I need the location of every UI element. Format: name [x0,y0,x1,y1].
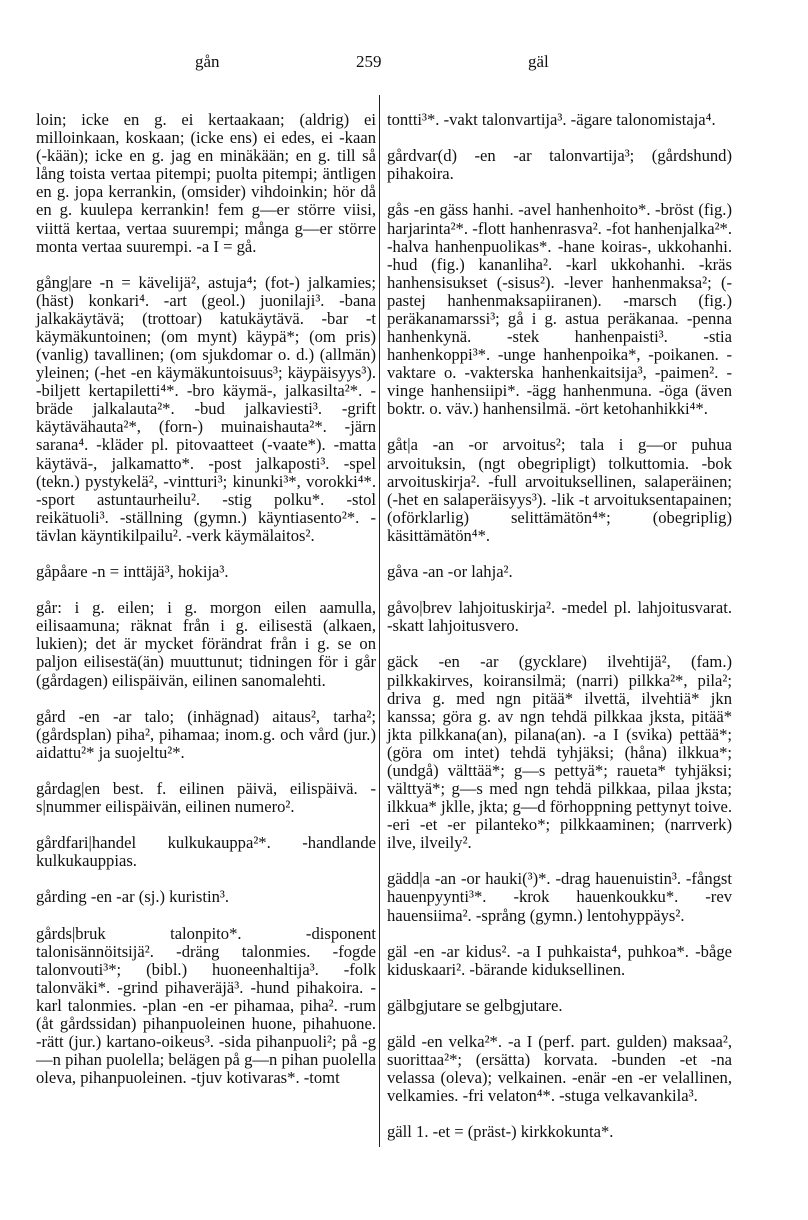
dictionary-entry: gädd|a -an -or hauki(³)*. -drag hauenuistin³. -fångst hauenpyynti³*. -krok hauenkoukku*. -rev hauensiima². -språng (gymn.) lentohyppäys². [387,869,732,925]
dictionary-entry: gårds|bruk talonpito*. -disponent talonisännöitsijä². -dräng talonmies. -fogde talonvouti³*; (bibl.) huoneenhaltija³. -folk talonväki*. -grind pihaveräjä³. -hund pihakoira. -karl talonmies. -plan -en -er pihamaa, piha². -rum (åt gårdssidan) pihanpuoleinen huone, pihahuone. -rätt (jur.) kartano-oikeus³. -sida pihanpuoli²; på -g—n pihan puolella; belägen på g—n pihan puolella oleva, pihanpuoleinen. -tjuv kotivaras*. -tomt [36,923,376,1088]
dictionary-entry: gåva -an -or lahja². [387,562,513,582]
dictionary-entry: gälbgjutare se gelbgjutare. [387,995,563,1015]
column-divider [379,95,380,1147]
dictionary-entry: gäll 1. -et = (präst-) kirkkokunta*. [387,1122,614,1142]
left-column [36,93,376,1105]
right-column [387,93,732,1160]
dictionary-entry: gås -en gäss hanhi. -avel hanhenhoito*. -bröst (fig.) harjarinta²*. -flott hanhenrasva². -fot hanhenjalka²*. -halva hanhenpuolikas*. -hane koiras-, ukkohanhi. -hud (fig.) kananliha². -karl ukkohanhi. -kräs hanhensisukset (-sisus²). -lever hanhenmaksa²; (-pastej hanhenmaksapiiranen). -marsch (fig.) peräkanamarssi³; gå i g. astua peräkanaa. -penna hanhenkynä. -stek hanhenpaisti³. -stia hanhenkoppi³*. -unge hanhenpoika*, -poikanen. -vaktare o. -vakterska hanhenkaitsija³, -paimen². -vinge hanhensiipi*. -ägg hanhenmuna. -öga (även boktr. o. väv.) hanhensilmä. -ört ketohanhikki⁴*. [387,200,732,419]
dictionary-entry: gårding -en -ar (sj.) kuristin³. [36,887,229,907]
dictionary-entry: gång|are -n = kävelijä², astuja⁴; (fot-) jalkamies; (häst) konkari⁴. -art (geol.) juonilaji³. -bana jalkakäytävä; (trottoar) katukäytävä. -bar -t käymäkuntoinen; (om mynt) käypä*; (om pris) (vanlig) tavallinen; (om sjukdomar o. d.) (allmän) yleinen; (-het -en käymäkuntoisuus³; käypäisyys³). -biljett kertapiletti⁴*. -bro käymä-, jalkasilta²*. -bräde jalkalauta²*. -bud jalkaviesti³. -grift käytävähauta²*, (forn-) muinaishauta²*. -järn sarana⁴. -kläder pl. pitovaatteet (-vaate*). -matta käytävä-, jalkamatto*. -post jalkaposti³. -spel (tekn.) pystykelä², -vintturi³; kinunki³*, vorokki⁴*. -sport astuntaurheilu². -stig polku*. -stol reikätuoli³. -ställning (gymn.) käyntiasento²*. -tävlan käyntikilpailu². -verk käymälaitos². [36,272,376,545]
dictionary-entry: tontti³*. -vakt talonvartija³. -ägare talonomistaja⁴. [387,110,716,130]
dictionary-entry: gåvo|brev lahjoituskirja². -medel pl. lahjoitusvarat. -skatt lahjoitusvero. [387,598,732,636]
dictionary-entry: gårdvar(d) -en -ar talonvartija³; (gårdshund) pihakoira. [387,146,732,184]
dictionary-entry: gård -en -ar talo; (inhägnad) aitaus², tarha²; (gårdsplan) piha², pihamaa; inom.g. och vård (jur.) aidattu²* ja suojeltu²*. [36,706,376,762]
dictionary-entry: gåt|a -an -or arvoitus²; tala i g—or puhua arvoituksin, (ngt obegripligt) tolkuttomia. -bok arvoituskirja². -full arvoituksellinen, salaperäinen; (-het en salaperäisyys³). -lik -t arvoituksentapainen; (oförklarlig) selittämätön⁴*; (obegriplig) käsittämätön⁴*. [387,435,732,545]
left-guide-word: gån [195,52,220,71]
page-header [0,52,808,78]
dictionary-entry: gäl -en -ar kidus². -a I puhkaista⁴, puhkoa*. -båge kiduskaari². -bärande kiduksellinen. [387,941,732,979]
dictionary-entry: loin; icke en g. ei kertaakaan; (aldrig) ei milloinkaan, koskaan; (icke ens) ei edes, ei -kaan (-kään); icke en g. jag en minäkään; en g. till så lång toista vertaa pitempi; puolta pitempi; äntligen en g. jopa kerrankin, (omsider) vihdoinkin; hör då en g. kuulepa kerrankin! fem g—er större viisi, viittä kertaa, vertaa suurempi; många g—er större monta vertaa suurempi. -a I = gå. [36,110,376,256]
right-guide-word: gäl [528,52,549,71]
dictionary-entry: gåpåare -n = inttäjä³, hokija³. [36,562,229,582]
dictionary-entry: gårdag|en best. f. eilinen päivä, eilispäivä. -s|nummer eilispäivän, eilinen numero². [36,778,376,817]
dictionary-entry: gäld -en velka²*. -a I (perf. part. gulden) maksaa², suorittaa²*; (ersätta) korvata. -bunden -et -na velassa (oleva); velkainen. -enär -en -er velallinen, velkamies. -fri velaton⁴*. -stuga velkavankila³. [387,1032,732,1106]
dictionary-entry: går: i g. eilen; i g. morgon eilen aamulla, eilisaamuna; räknat från i g. eilisestä (alkaen, lukien); det är mycket förändrat från i g. se on paljon eilisestä(än) muuttunut; tidningen för i går (gårdagen) eilispäivän, eilinen sanomalehti. [36,598,376,690]
dictionary-entry: gårdfari|handel kulkukauppa²*. -handlande kulkukauppias. [36,833,376,871]
page-number: 259 [356,52,382,71]
dictionary-entry: gäck -en -ar (gycklare) ilvehtijä², (fam.) pilkkakirves, koiransilmä; (narri) pilkka²*, pila²; driva g. med ngn pitää* ilvettä, ilvehtiä* jkn kanssa; göra g. av ngn tehdä pilkkaa jksta, pitää* jkta pilkkana(an), pilana(an). -a I (svika) pettää*; (göra om intet) tehdä tyhjäksi; (håna) ilkkua*; (undgå) välttää*; g—s pettyä*; raueta* tyhjäksi; välttyä*; g—s med ngn tehdä pilkkaa, pilaa jksta; ilkkua* jklle, jkta; g—d förhoppning pettynyt toive. -eri -et -er pilanteko*; pilkkaaminen; (narrverk) ilve, ilveily². [387,652,732,853]
